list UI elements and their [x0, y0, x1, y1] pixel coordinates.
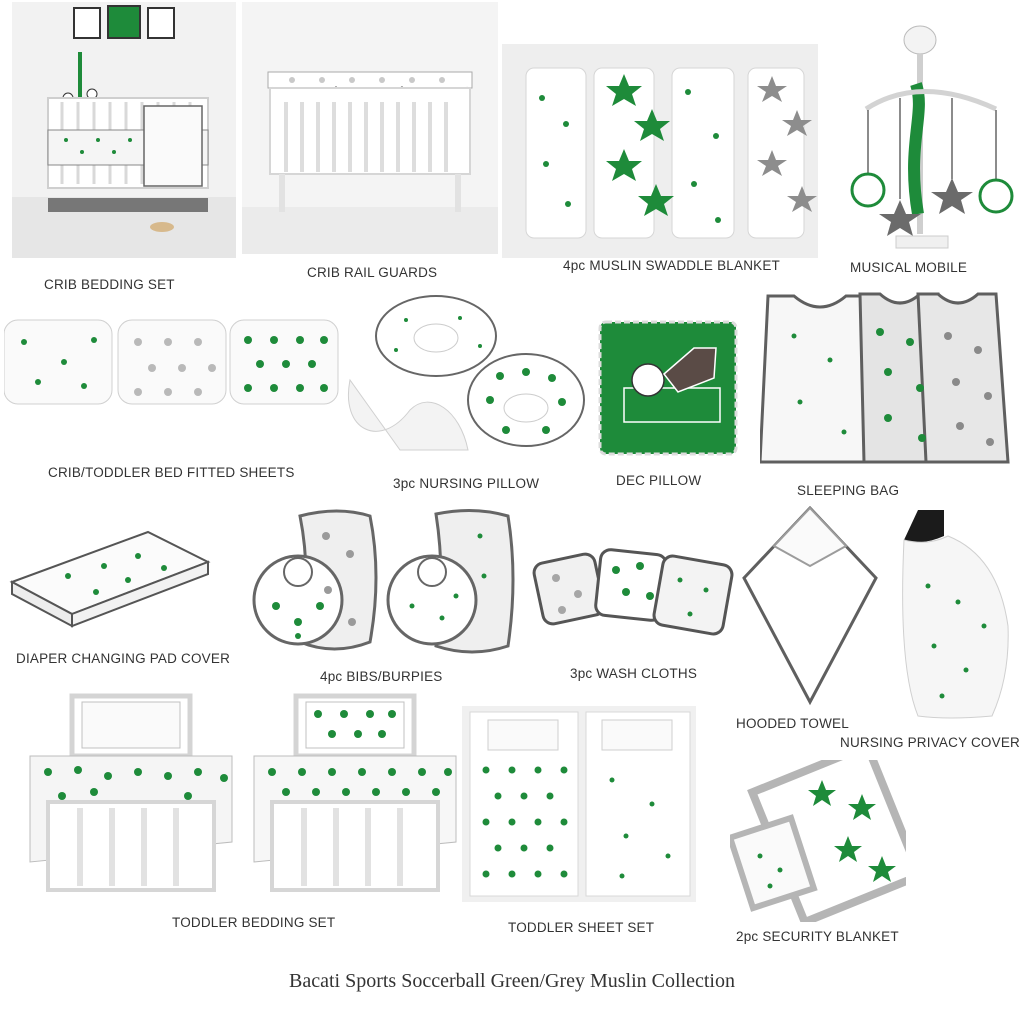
- collection-title: Bacati Sports Soccerball Green/Grey Muslin Collection: [288, 970, 735, 992]
- label-security-blanket: 2pc SECURITY BLANKET: [736, 929, 899, 944]
- label-dec-pillow: DEC PILLOW: [616, 473, 702, 488]
- musical-mobile-image: [846, 14, 1018, 258]
- security-blanket-image: [730, 760, 906, 922]
- crib-rail-guards-image: [242, 2, 498, 254]
- nursing-privacy-cover-image: [888, 506, 1018, 726]
- label-nursing-privacy-cover: NURSING PRIVACY COVER: [840, 735, 1020, 750]
- label-crib-bedding-set: CRIB BEDDING SET: [44, 277, 175, 292]
- bibs-burpies-image: [246, 506, 518, 670]
- toddler-bedding-set-image-2: [252, 692, 458, 898]
- label-muslin-swaddle: 4pc MUSLIN SWADDLE BLANKET: [563, 258, 781, 273]
- diaper-pad-cover-image: [8, 522, 212, 632]
- crib-bedding-set-image: [12, 2, 236, 258]
- label-diaper-pad-cover: DIAPER CHANGING PAD COVER: [16, 651, 231, 666]
- label-wash-cloths: 3pc WASH CLOTHS: [570, 666, 698, 681]
- label-bibs-burpies: 4pc BIBS/BURPIES: [320, 669, 443, 684]
- wash-cloths-image: [530, 540, 740, 650]
- muslin-swaddle-image: [502, 44, 818, 258]
- hooded-towel-image: [740, 504, 880, 710]
- label-musical-mobile: MUSICAL MOBILE: [850, 260, 968, 275]
- label-toddler-sheet-set: TODDLER SHEET SET: [508, 920, 655, 935]
- toddler-sheet-set-image: [462, 706, 696, 902]
- label-crib-rail-guards: CRIB RAIL GUARDS: [307, 265, 438, 280]
- label-nursing-pillow: 3pc NURSING PILLOW: [393, 476, 540, 491]
- fitted-sheets-image: [4, 312, 340, 412]
- dec-pillow-image: [594, 318, 742, 458]
- label-fitted-sheets: CRIB/TODDLER BED FITTED SHEETS: [48, 465, 295, 480]
- sleeping-bag-image: [760, 292, 1012, 472]
- nursing-pillow-image: [340, 290, 588, 460]
- label-toddler-bedding-set: TODDLER BEDDING SET: [172, 915, 336, 930]
- label-hooded-towel: HOODED TOWEL: [736, 716, 849, 731]
- toddler-bedding-set-image-1: [28, 692, 234, 898]
- label-sleeping-bag: SLEEPING BAG: [797, 483, 900, 498]
